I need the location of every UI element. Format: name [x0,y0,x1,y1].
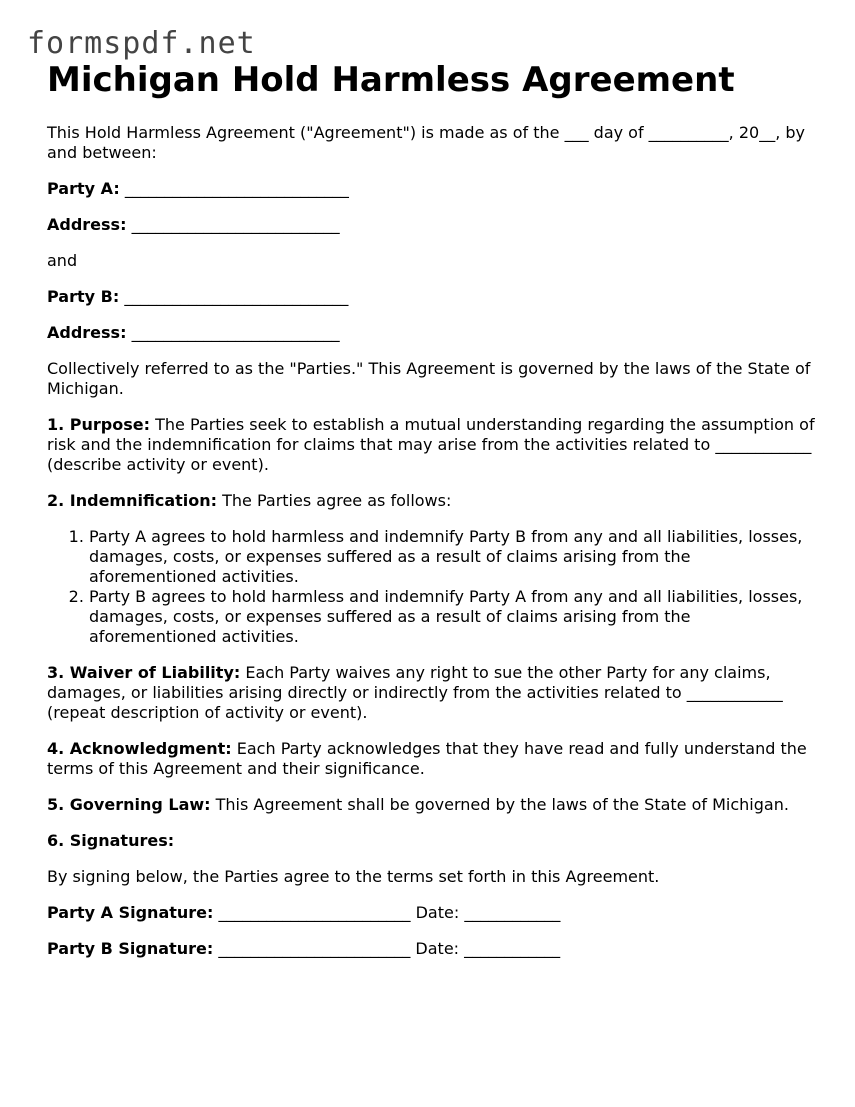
section-indemnification-heading: 2. Indemnification: [47,491,218,510]
signing-paragraph: By signing below, the Parties agree to the terms set forth in this Agreement. [47,867,660,886]
address-a-line [47,215,817,235]
party-b-line [47,287,817,307]
section-governing-law-heading: 5. Governing Law: [47,795,211,814]
section-waiver [47,663,817,723]
section-waiver-text: Each Party waives any right to sue the other Party for any claims, damages, or liabilities arising directly or indirectly from the activities related to ____________ (repeat description of activity or event). [47,663,783,722]
signature-b-date-label: Date: [415,939,460,958]
section-indemnification-text: The Parties agree as follows: [222,491,452,510]
and-text: and [47,251,78,270]
section-purpose [47,415,817,475]
signature-b-blank[interactable]: ________________________ [218,939,411,958]
party-b-blank[interactable]: ____________________________ [124,287,349,306]
page-title: Michigan Hold Harmless Agreement [47,60,735,100]
section-signatures [47,831,817,851]
list-item: 1. Party A agrees to hold harmless and indemnify Party B from any and all liabilities, losses, damages, costs, or expenses suffered as a result of claims arising from the aforementioned activities. [89,527,817,587]
section-governing-law [47,795,817,815]
section-acknowledgment-heading: 4. Acknowledgment: [47,739,232,758]
section-acknowledgment-text: Each Party acknowledges that they have read and fully understand the terms of this Agreement and their significance. [47,739,807,778]
address-a-label: Address: [47,215,127,234]
signature-a-label: Party A Signature: [47,903,214,922]
address-b-line [47,323,817,343]
address-a-blank[interactable]: __________________________ [131,215,340,234]
signature-b-label: Party B Signature: [47,939,214,958]
section-waiver-heading: 3. Waiver of Liability: [47,663,241,682]
intro-paragraph: This Hold Harmless Agreement ("Agreement") is made as of the ___ day of __________, 20__, by and between: [47,123,806,162]
section-signatures-heading: 6. Signatures: [47,831,175,850]
party-a-blank[interactable]: ____________________________ [124,179,349,198]
section-purpose-text: The Parties seek to establish a mutual understanding regarding the assumption of risk and the indemnification for claims that may arise from the activities related to ____________ (describe activity or event). [47,415,815,474]
agreement-body [47,123,817,975]
signature-b-date-blank[interactable]: ____________ [464,939,561,958]
section-governing-law-text: This Agreement shall be governed by the laws of the State of Michigan. [215,795,789,814]
address-b-blank[interactable]: __________________________ [131,323,340,342]
section-purpose-heading: 1. Purpose: [47,415,151,434]
signature-a-line [47,903,817,923]
party-a-line [47,179,817,199]
address-b-label: Address: [47,323,127,342]
watermark-logo: formspdf.net [27,26,256,61]
section-indemnification [47,491,817,511]
party-a-label: Party A: [47,179,120,198]
list-item: 2. Party B agrees to hold harmless and indemnify Party A from any and all liabilities, losses, damages, costs, or expenses suffered as a result of claims arising from the aforementioned activities. [89,587,817,647]
signature-a-date-label: Date: [415,903,460,922]
indemnification-list [47,527,817,647]
signature-b-line [47,939,817,959]
party-b-label: Party B: [47,287,120,306]
signature-a-date-blank[interactable]: ____________ [464,903,561,922]
signature-a-blank[interactable]: ________________________ [218,903,411,922]
section-acknowledgment [47,739,817,779]
collective-paragraph: Collectively referred to as the "Parties." This Agreement is governed by the laws of the State of Michigan. [47,359,811,398]
